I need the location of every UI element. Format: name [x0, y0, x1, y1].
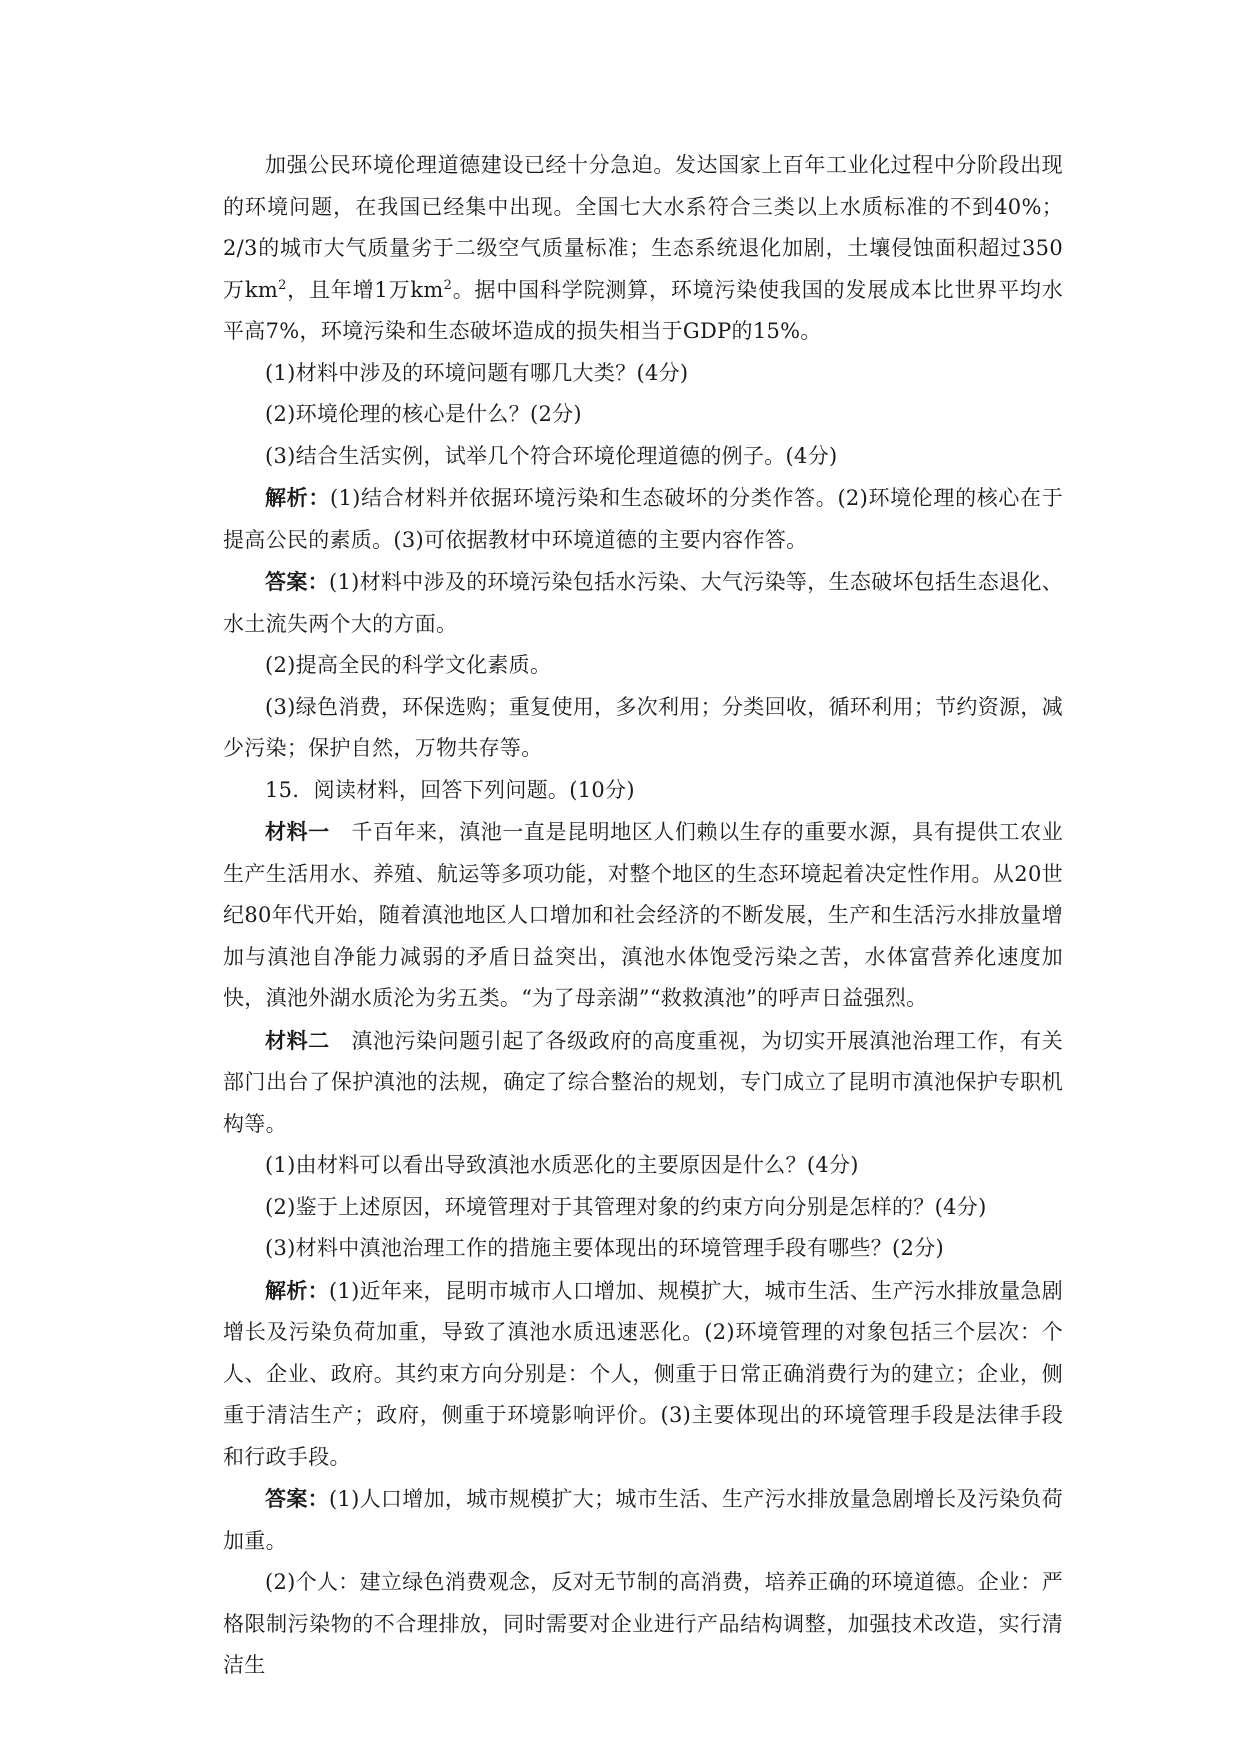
question-14-1: (1)材料中涉及的环境问题有哪几大类？(4分)	[265, 360, 689, 385]
material-1-label: 材料一	[265, 819, 352, 844]
intro-text-3: 。据中国科学院测算，环境污染使我国的发展成本比世界平均水平高7%，环境污染和生态破坏造成的损失相当于GDP的15%。	[223, 277, 1063, 343]
analysis-label: 解析：	[265, 1277, 329, 1303]
material-1-text: 千百年来，滇池一直是昆明地区人们赖以生存的重要水源，具有提供工农业生产生活用水、养殖、航运等多项功能，对整个地区的生态环境起着决定性作用。从20世纪80年代开始，随着滇池地区人口增加和社会经济的不断发展，生产和生活污水排放量增加与滇池自净能力减弱的矛盾日益突出，滇池水体饱受污染之苦，水体富营养化速度加快，滇池外湖水质沦为劣五类。“为了母亲湖”“救救滇池”的呼声日益强烈。	[223, 820, 1064, 1010]
intro-text-2: ，且年增1万km	[286, 277, 444, 302]
material-1	[223, 811, 1063, 1020]
answer-text: (1)人口增加，城市规模扩大；城市生活、生产污水排放量急剧增长及污染负荷加重。	[223, 1487, 1063, 1553]
analysis-text: (1)结合材料并依据环境污染和生态破坏的分类作答。(2)环境伦理的核心在于提高公民的素质。(3)可依据教材中环境道德的主要内容作答。	[223, 486, 1064, 552]
question-14-3: (3)结合生活实例，试举几个符合环境伦理道德的例子。(4分)	[265, 443, 838, 468]
answer-14-2: (2)提高全民的科学文化素质。	[265, 653, 552, 677]
document-body	[223, 145, 1063, 1687]
question-15-2: (2)鉴于上述原因，环境管理对于其管理对象的约束方向分别是怎样的？(4分)	[265, 1194, 987, 1219]
question-15-title: 15．阅读材料，回答下列问题。(10分)	[265, 777, 635, 802]
intro-text-1: 加强公民环境伦理道德建设已经十分急迫。发达国家上百年工业化过程中分阶段出现的环境问题，在我国已经集中出现。全国七大水系符合三类以上水质标准的不到40%；2/3的城市大气质量劣于二级空气质量标准；生态系统退化加剧，土壤侵蚀面积超过350万km	[223, 153, 1063, 302]
answer-14-3: (3)绿色消费，环保选购；重复使用，多次利用；分类回收，循环利用；节约资源，减少污染；保护自然，万物共存等。	[223, 694, 1063, 760]
analysis-label: 解析：	[265, 485, 330, 510]
question-14-2: (2)环境伦理的核心是什么？(2分)	[265, 402, 582, 426]
answer-label: 答案：	[265, 1486, 329, 1511]
answer-15-1	[223, 1478, 1063, 1562]
superscript: 2	[278, 277, 287, 293]
intro-paragraph	[223, 145, 1063, 353]
answer-text: (1)材料中涉及的环境污染包括水污染、大气污染等，生态破坏包括生态退化、水土流失两个大的方面。	[223, 570, 1063, 636]
superscript: 2	[443, 277, 453, 293]
answer-15-2: (2)个人：建立绿色消费观念，反对无节制的高消费，培养正确的环境道德。企业：严格限制污染物的不合理排放，同时需要对企业进行产品结构调整，加强技术改造，实行清洁生	[223, 1570, 1063, 1677]
material-2-label: 材料二	[265, 1027, 352, 1053]
material-2-text: 滇池污染问题引起了各级政府的高度重视，为切实开展滇池治理工作，有关部门出台了保护滇池的法规，确定了综合整治的规划，专门成立了昆明市滇池保护专职机构等。	[223, 1028, 1064, 1136]
answer-14-1	[223, 561, 1063, 645]
answer-label: 答案：	[265, 569, 329, 594]
question-15-1: (1)由材料可以看出导致滇池水质恶化的主要原因是什么？(4分)	[265, 1153, 859, 1177]
analysis-14	[223, 477, 1063, 561]
question-15-3: (3)材料中滇池治理工作的措施主要体现出的环境管理手段有哪些？(2分)	[265, 1236, 944, 1260]
analysis-15	[223, 1270, 1063, 1479]
material-2	[223, 1020, 1063, 1146]
analysis-text: (1)近年来，昆明市城市人口增加、规模扩大，城市生活、生产污水排放量急剧增长及污染负荷加重，导致了滇池水质迅速恶化。(2)环境管理的对象包括三个层次：个人、企业、政府。其约束方向分别是：个人，侧重于日常正确消费行为的建立；企业，侧重于清洁生产；政府，侧重于环境影响评价。(3)主要体现出的环境管理手段是法律手段和行政手段。	[223, 1278, 1063, 1469]
